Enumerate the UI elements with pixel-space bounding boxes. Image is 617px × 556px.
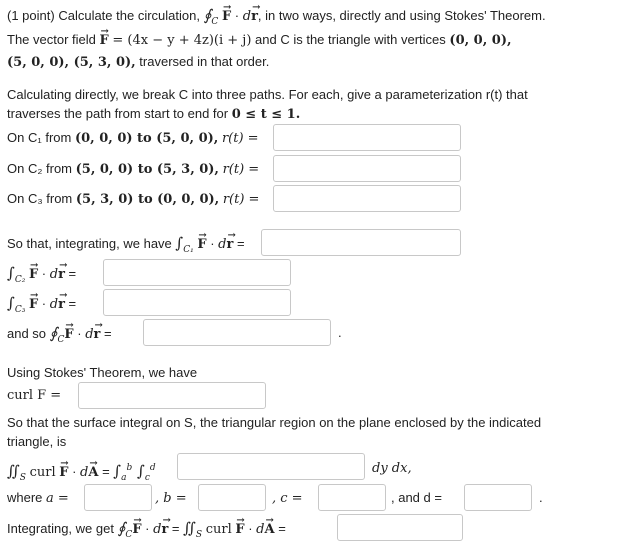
a-label: a = [46, 491, 69, 506]
integral-c3-input[interactable] [103, 289, 291, 316]
final-row: Integrating, we get $∮_C\to F \cdot d\to r$ = $∬_S$ curl → F · d→ A = [7, 519, 286, 544]
period-2: . [539, 490, 543, 505]
surface-text-1: So that the surface integral on S, the triangular region on the plane enclosed by the indicated [7, 415, 542, 430]
integral-c2-icon: $\int_{C_2}$ [7, 264, 26, 285]
c3-row [7, 190, 259, 209]
so-that-row: So that, integrating, we have $\int_{C_1} \to F \cdot d\to r$ = [7, 234, 245, 259]
so-that-text: So that, integrating, we have [7, 236, 172, 251]
c1-label: On C₁ from [7, 130, 72, 145]
where-text: where [7, 490, 43, 505]
c-input[interactable] [318, 484, 386, 511]
c1-path: (0, 0, 0) to (5, 0, 0), [74, 131, 219, 146]
and-so-text: and so [7, 326, 47, 341]
integral-c3-row: $\int_{C_3} \to F \cdot d\to r$ = [7, 294, 76, 319]
stokes-intro: Using Stokes' Theorem, we have [7, 365, 198, 380]
integral-c2-input[interactable] [103, 259, 291, 286]
surface-integral-icon: $∬_S$ [7, 462, 26, 483]
integrand-input[interactable] [177, 453, 365, 480]
c2-row [7, 160, 259, 179]
curl-label: curl F = [7, 388, 62, 403]
integral-c2-row: $\int_{C_2} \to F \cdot d\to r$ = [7, 264, 76, 289]
problem-line-3 [7, 53, 269, 72]
c3-path: (5, 3, 0) to (0, 0, 0), [75, 192, 220, 207]
direct-intro-1: Calculating directly, we break C into three paths. For each, give a parameterization r(t) that [7, 87, 528, 102]
c-label: , c = [272, 491, 303, 506]
contour-integral-icon: $∮_C$ [203, 6, 219, 27]
curl-row [7, 386, 61, 405]
where-row [7, 489, 69, 508]
period: . [338, 325, 342, 340]
d-input[interactable] [464, 484, 532, 511]
points-label: (1 point) [7, 8, 55, 23]
contour-integral-c-icon: $∮_C$ [49, 324, 65, 345]
field-mid-text: and C is the triangle with vertices [255, 32, 446, 47]
integral-c1-icon: $\int_{C_1}$ [175, 234, 194, 255]
surface-integral-row: $∬_S$ curl → $F \cdot d\to A = \int_a^b$ $\int_c^d$ [7, 459, 156, 487]
c1-parameterization-input[interactable] [273, 124, 461, 151]
d-label: , and d = [391, 490, 442, 505]
field-expression: = (4x − y + 4z)(i + j) [112, 33, 252, 48]
a-input[interactable] [84, 484, 152, 511]
c3-label: On C₃ from [7, 191, 73, 206]
vertices-2-3: (5, 0, 0), (5, 3, 0), [7, 55, 136, 70]
traversed-text: traversed in that order. [139, 54, 270, 69]
c2-rt: r(t) = [222, 162, 260, 177]
problem-line-1: (1 point) Calculate the circulation, $∮_C \to F \cdot d\to r$, in two ways, directly and using Stokes' Theorem. [7, 6, 546, 31]
c1-rt: r(t) = [221, 131, 259, 146]
c2-label: On C₂ from [7, 161, 72, 176]
c2-parameterization-input[interactable] [273, 155, 461, 182]
and-so-row: and so $∮_C\to F \cdot d\to r$ = [7, 324, 112, 349]
surface-integral-final-icon: $∬_S$ [183, 519, 203, 540]
intro-tail: , in two ways, directly and using Stokes' Theorem. [257, 8, 546, 23]
final-result-input[interactable] [337, 514, 463, 541]
problem-line-2: The vector field → F = (4x − y + 4z)(i + j) and C is the triangle with vertices (0, 0, 0), [7, 31, 512, 50]
double-integral-bounds-icon: $\int_a^b$ $\int_c^d$ [113, 462, 156, 483]
b-input[interactable] [198, 484, 266, 511]
total-circulation-input[interactable] [143, 319, 331, 346]
vertex-1: (0, 0, 0), [449, 33, 512, 48]
integral-c3-icon: $\int_{C_3}$ [7, 294, 26, 315]
integral-c1-input[interactable] [261, 229, 461, 256]
direct-intro-2: traverses the path from start to end for 0 ≤ t ≤ 1. [7, 106, 301, 122]
surface-text-2: triangle, is [7, 434, 67, 449]
b-label: , b = [155, 491, 187, 506]
c2-path: (5, 0, 0) to (5, 3, 0), [75, 162, 219, 177]
contour-integral-final-icon: $∮_C$ [117, 519, 133, 540]
t-range: 0 ≤ t ≤ 1. [231, 107, 301, 122]
final-text: Integrating, we get [7, 521, 114, 536]
c3-rt: r(t) = [222, 192, 260, 207]
curl-input[interactable] [78, 382, 266, 409]
c3-parameterization-input[interactable] [273, 185, 461, 212]
intro-text: Calculate the circulation, [58, 8, 200, 23]
dydx-label: dy dx, [372, 461, 412, 476]
field-prefix: The vector field [7, 32, 96, 47]
c1-row [7, 129, 259, 148]
